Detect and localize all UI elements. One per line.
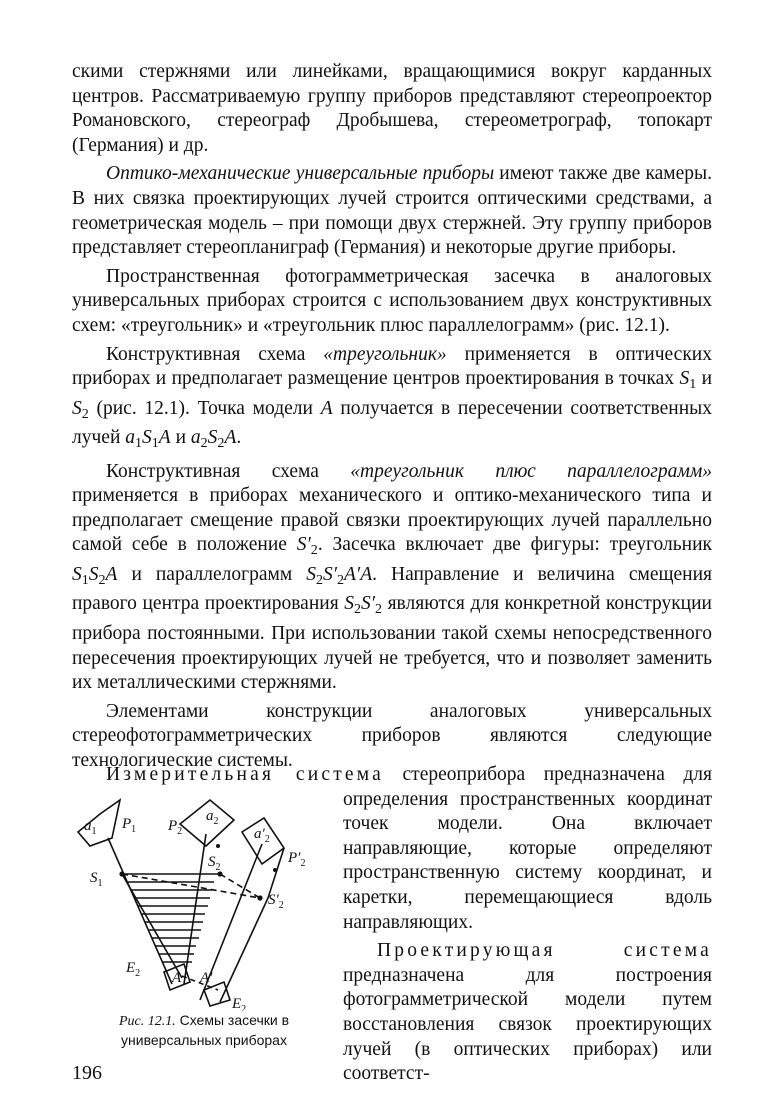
paragraph-1-text: имеют также две камеры. В них связка проектирующих лучей строится оптическими средствами, а геометрическая модель – при помощи двух стержней. Эту группу приборов представляет стереопланиграф (Германия) и некоторые другие приборы. [72, 163, 712, 259]
label-A: A [172, 970, 182, 986]
paragraph-3 [72, 343, 712, 456]
p4-d: и параллелограмм [117, 563, 307, 585]
term-optomechanical: Оптико-механические универсальные приборы [106, 163, 495, 185]
caption-text: Схемы засечки в универсальных приборах [121, 1012, 290, 1048]
label-S-prime-2: $S'_2$ [268, 892, 284, 911]
math-a1S1A: $a_1S_1A$ [125, 427, 171, 452]
math-S1S2A: $S_1S_2A$ [72, 563, 118, 588]
math-S2: $S_2$ [72, 397, 89, 422]
base-dashed-2 [220, 874, 260, 898]
p3-a: Конструктивная схема [106, 343, 324, 365]
paragraph-1 [72, 162, 712, 260]
label-P1: $P_1$ [122, 816, 137, 835]
math-S2Sp2ApA: $S_2S'_2A'A$ [306, 563, 373, 588]
label-E2-right: $E_2$ [232, 996, 247, 1011]
label-P2: $P_2$ [168, 818, 183, 837]
label-S1: $S_1$ [90, 870, 103, 889]
caption-label: Рис. 12.1. [118, 1014, 176, 1029]
label-a-prime-2: $a'_2$ [254, 826, 270, 845]
p3-g: . [236, 427, 242, 449]
p4-a: Конструктивная схема [106, 460, 351, 482]
paragraph-4 [72, 460, 712, 696]
math-Sp2: $S'_2$ [296, 534, 318, 559]
paragraph-7-text: предназначена для построения фотограмметрической модели путем восстановления связок проектирующих лучей (в оптических приборах) или соответст- [343, 964, 712, 1085]
math-S2Sp2: $S_2S'_2$ [344, 593, 383, 618]
p3-f: и [170, 427, 191, 449]
p4-e: . Направление и величина смещения правого центра проектирования [72, 563, 712, 615]
label-E2-left: $E_2$ [126, 960, 141, 979]
figure-caption [78, 1011, 330, 1049]
p4-b: применяется в приборах механического и оптико-механического типа и предполагает смещение правой связки проектирующих лучей параллельно самой себе в положение [72, 485, 712, 556]
p3-c: и [696, 368, 713, 390]
label-P-prime-2: $P'_2$ [288, 850, 306, 869]
ray-shifted-top [268, 848, 284, 898]
math-A: A [320, 397, 333, 419]
term-triangle-parallelogram: «треугольник плюс параллелограмм» [350, 460, 713, 482]
label-a1: $a_1$ [84, 818, 97, 837]
math-S1: $S_1$ [679, 368, 697, 393]
body-text [72, 60, 712, 774]
paragraph-7 [343, 939, 712, 1087]
p4-f: являются для конкретной конструкции прибора постоянными. При использовании такой схемы непосредственного пересечения проектирующих лучей не требуется, что и позволяет заменить их металлическими стержнями. [72, 593, 712, 694]
term-triangle: «треугольник» [323, 343, 447, 365]
ray-shifted-bottom [220, 898, 268, 1002]
label-a2: $a_2$ [206, 808, 219, 827]
math-a2S2A: $a_2S_2A$ [190, 427, 237, 452]
paragraph-6-text: стереоприбора предназначена для определения пространственных координат точек модели. Она включает направляющие, которые определяют пространственную систему координат, и каретки, перемещающиеся вдоль направляющих. [343, 764, 712, 933]
label-A-prime: A′ [200, 970, 213, 986]
term-projecting-system: Проектирующая система [377, 940, 712, 962]
p3-e: получается в пересечении соответственных лучей [72, 397, 712, 449]
paragraph-5: Элементами конструкции аналоговых универсальных стереофотограмметрических приборов являются следующие технологические системы. [72, 700, 712, 771]
triangle-hatching [127, 882, 214, 962]
intersection-diagram [72, 786, 334, 1011]
label-S2: $S_2$ [208, 854, 221, 873]
p3-b: применяется в оптических приборах и предполагает размещение центров проектирования в точках [72, 343, 712, 390]
p4-c: . Засечка включает две фигуры: треугольник [317, 534, 712, 556]
paragraph-0: скими стержнями или линейками, вращающимися вокруг карданных центров. Рассматриваемую группу приборов представляют стереопроектор Романовского, стереограф Дробышева, стереометрограф, топокарт (Германия) и др. [72, 61, 712, 156]
term-measuring-system: Измерительная система [106, 764, 385, 785]
p3-d: (рис. 12.1). Точка модели [88, 397, 321, 419]
page-number: 196 [72, 1062, 102, 1084]
paragraph-2: Пространственная фотограмметрическая засечка в аналоговых универсальных приборах строится с использованием двух конструктивных схем: «треугольник» и «треугольник плюс параллелограмм» (рис. 12.1). [72, 265, 712, 336]
